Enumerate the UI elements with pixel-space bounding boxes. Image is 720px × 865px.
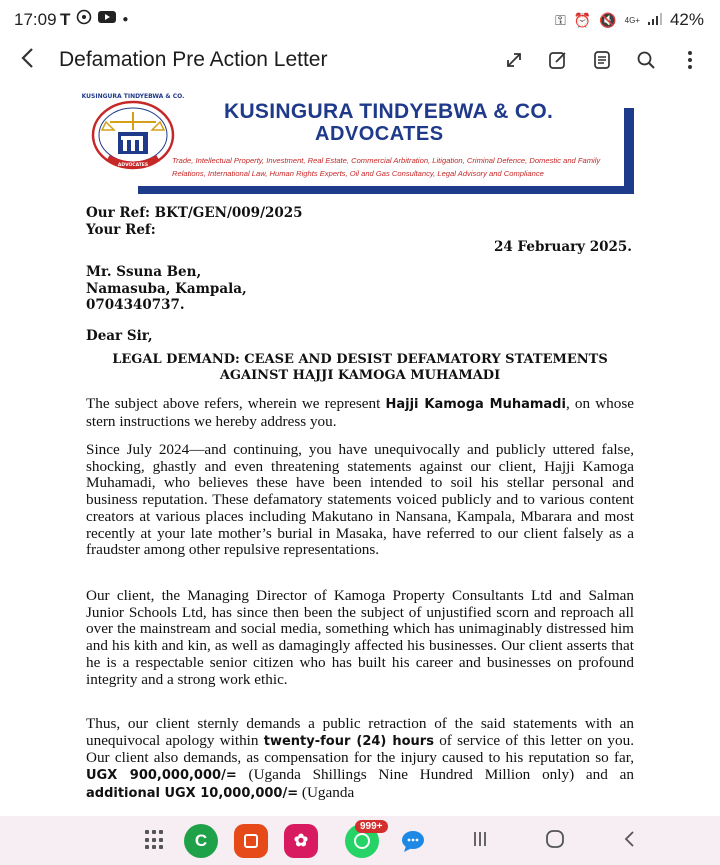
p4-text-a: Thus, our client sternly demands a public retraction of the said statements with an unequivocal apology within [86,715,634,749]
notification-icons [60,9,128,30]
p4-text-d: (Uganda [298,783,355,801]
status-time: 17:09 [14,10,57,29]
recipient-name: Mr. Ssuna Ben, [86,264,202,280]
our-ref: Our Ref: BKT/GEN/009/2025 [86,205,303,221]
expand-icon[interactable] [502,48,526,72]
youtube-notification-icon [98,10,116,29]
whatsapp-badge: 999+ [355,820,388,833]
deadline: twenty-four (24) hours [263,733,434,749]
messages-app-icon[interactable] [396,824,430,858]
salutation: Dear Sir, [86,328,153,344]
additional-amount: additional UGX 10,000,000/= [86,785,299,801]
client-name: Hajji Kamoga Muhamadi [385,397,566,412]
logo-top-text: KUSINGURA TINDYEBWA & CO. [81,93,185,100]
navigation-bar [0,816,720,865]
reader-mode-icon[interactable] [590,48,614,72]
notes-app-icon[interactable] [234,824,268,858]
whatsapp-notification-icon [76,9,92,30]
paragraph-1 [86,396,634,430]
key-icon: ⚿ [555,11,566,28]
document-title: Defamation Pre Action Letter [59,48,328,71]
grid-icon[interactable] [145,830,165,850]
back-button[interactable] [20,46,34,74]
paragraph-3: Our client, the Managing Director of Kamoga Property Consultants Ltd and Salman Junior Schools Ltd, has since then been the subject of unjustified scorn and reproach all over the mainstream and social media, something which has unimaginably distressed him and his kith and kin, as well as damagingly affected his businesses. Our client asserts that he is a respectable senior citizen who has built his career and businesses on profound integrity and a strong work ethic. [86,587,634,688]
signal-icon [648,10,662,30]
nav-back-button[interactable] [622,828,636,855]
dot-icon: ● [122,14,129,25]
logo-bottom-text: ADVOCATES [117,163,149,168]
p1-text-b: , on whose stern instructions we hereby address you. [86,395,634,430]
p4-text-b: of service of this letter on you. Our client also demands, as compensation for the injury caused to his reputation so far, [86,731,635,767]
paragraph-4 [86,716,634,803]
p1-text-a: The subject above refers, wherein we represent [86,395,386,412]
paragraph-2: Since July 2024—and continuing, you have unequivocally and publicly uttered false, shocking, ghastly and even threatening statements against our client, Hajji Kamoga Muhamadi, who believes these have been intended to soil his stellar personal and business reputation. These defamatory statements voiced publicly and to various content creators at various places including Makutano in Nansana, Kampala, Mbarara and most recently at your late mother’s burial in Masaka, have referred to our client falsely as a fraudster among other repulsive representations. [86,441,634,559]
letterhead-divider [138,186,634,194]
firm-subtitle: ADVOCATES [315,123,444,145]
mute-icon: 🔇 [599,11,617,28]
toolbar-actions [502,48,702,72]
recipient-address-block [86,264,247,314]
compensation-amount: UGX 900,000,000/= [86,768,237,784]
search-icon[interactable] [634,48,658,72]
system-indicators [555,10,704,30]
firm-services: Trade, Intellectual Property, Investment, Real Estate, Commercial Arbitration, Litigation, Criminal Defence, Domestic and Family Relations, International Law, Human Rights Experts, Oil and Gas Consultancy, Legal Advisory and Compliance [172,156,601,178]
more-icon[interactable] [678,48,702,72]
alarm-icon: ⏰ [573,11,592,28]
recipient-phone: 0704340737. [86,297,185,313]
recent-apps-button[interactable] [472,828,488,855]
document-viewer[interactable] [0,86,720,816]
t-app-icon: T [60,9,71,29]
p4-text-c: (Uganda Shillings Nine Hundred Million only) and an [236,766,634,784]
subject-heading [86,352,634,384]
subject-line-2: AGAINST HAJJI KAMOGA MUHAMADI [219,368,501,383]
your-ref: Your Ref: [86,222,156,238]
letter-date: 24 February 2025. [494,239,632,255]
subject-line-1: LEGAL DEMAND: CEASE AND DESIST DEFAMATORY STATEMENTS [112,352,608,367]
network-type: 4G+ [624,15,640,25]
firm-name: KUSINGURA TINDYEBWA & CO. [224,100,554,123]
edit-icon[interactable] [546,48,570,72]
home-button[interactable] [544,828,566,855]
flower-app-icon[interactable]: ✿ [284,824,318,858]
firm-logo [81,90,185,180]
recipient-address: Namasuba, Kampala, [86,280,247,297]
battery-level: 42% [669,10,704,29]
letterhead-side-bar [624,108,634,192]
phone-app-icon[interactable]: C [184,824,218,858]
letterhead [81,90,636,198]
status-bar [0,0,720,40]
app-bar [0,40,720,84]
